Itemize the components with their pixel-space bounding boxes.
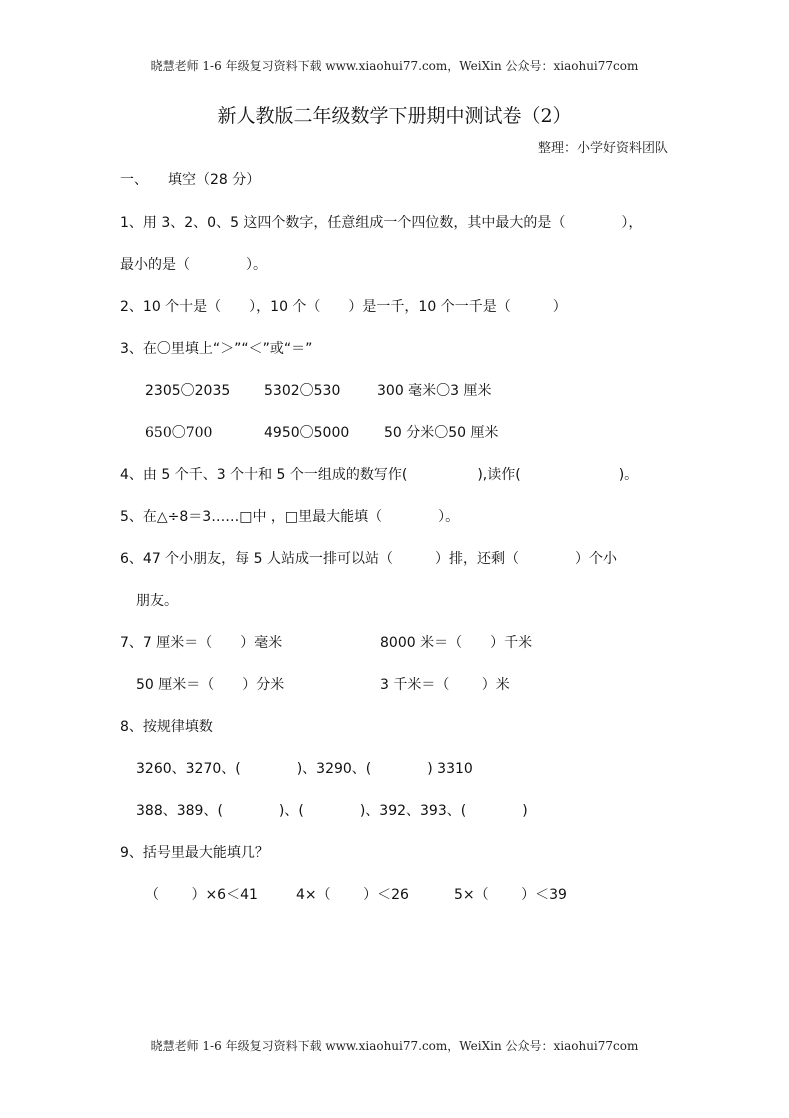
question-8-line-1: 3260、3270、( )、3290、( ) 3310 xyxy=(136,761,473,777)
question-1-line-2: 最小的是（ ）。 xyxy=(120,257,267,273)
question-3-item-d: 650〇700 xyxy=(145,425,213,441)
question-3: 3、在〇里填上“＞”“＜”或“＝” xyxy=(120,341,313,357)
section-heading: 填空（28 分） xyxy=(168,172,261,188)
question-4: 4、由 5 个千、3 个十和 5 个一组成的数写作( ),读作( )。 xyxy=(120,467,639,483)
question-9-item-c: 5×（ ）＜39 xyxy=(454,887,567,903)
question-3-item-a: 2305〇2035 xyxy=(145,383,231,399)
page-header: 晓慧老师 1-6 年级复习资料下载 www.xiaohui77.com，WeiXin 公众号：xiaohui77com xyxy=(150,59,639,73)
question-9-item-a: （ ）×6＜41 xyxy=(145,887,258,903)
question-7-item-d: 3 千米＝（ ）米 xyxy=(380,677,510,693)
question-3-item-f: 50 分米〇50 厘米 xyxy=(384,425,499,441)
page-footer: 晓慧老师 1-6 年级复习资料下载 www.xiaohui77.com，WeiXin 公众号：xiaohui77com xyxy=(150,1039,639,1053)
question-6-line-1: 6、47 个小朋友，每 5 人站成一排可以站（ ）排，还剩（ ）个小 xyxy=(120,551,617,567)
page-title: 新人教版二年级数学下册期中测试卷（2） xyxy=(217,105,572,127)
question-7-item-b: 8000 米＝（ ）千米 xyxy=(380,635,533,651)
question-8: 8、按规律填数 xyxy=(120,719,213,735)
organizer-credit: 整理：小学好资料团队 xyxy=(537,141,668,156)
question-1-line-1: 1、用 3、2、0、5 这四个数字，任意组成一个四位数，其中最大的是（ ）， xyxy=(120,215,643,231)
question-9-item-b: 4×（ ）＜26 xyxy=(296,887,409,903)
question-7-item-a: 7、7 厘米＝（ ）毫米 xyxy=(120,635,283,651)
question-2: 2、10 个十是（ ），10 个（ ）是一千，10 个一千是（ ） xyxy=(120,299,567,315)
question-6-line-2: 朋友。 xyxy=(136,593,178,609)
question-3-item-c: 300 毫米〇3 厘米 xyxy=(377,383,492,399)
section-number: 一、 xyxy=(120,172,148,188)
question-8-line-2: 388、389、( )、( )、392、393、( ) xyxy=(136,803,528,819)
question-3-item-e: 4950〇5000 xyxy=(264,425,350,441)
question-7-item-c: 50 厘米＝（ ）分米 xyxy=(136,677,285,693)
question-3-item-b: 5302〇530 xyxy=(264,383,341,399)
question-9: 9、括号里最大能填几？ xyxy=(120,845,269,861)
question-5: 5、在△÷8＝3……□中 ，□里最大能填（ ）。 xyxy=(120,509,460,525)
